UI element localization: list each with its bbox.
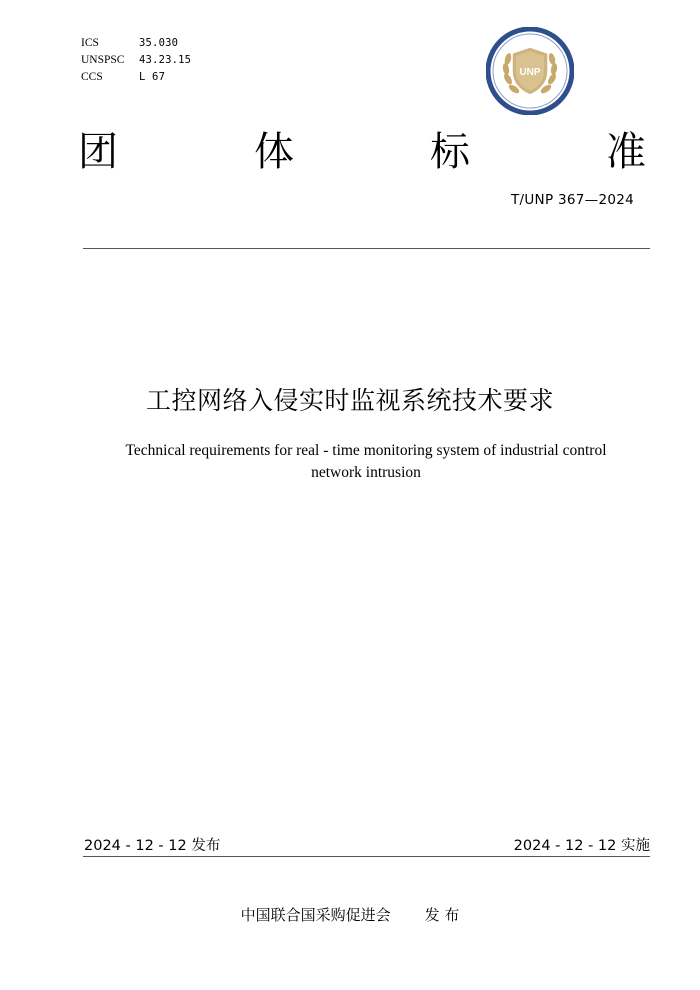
ics-value: 35.030 <box>139 37 179 49</box>
release-date: 2024 - 12 - 12 发布 <box>84 838 221 854</box>
title-char: 准 <box>606 129 646 175</box>
divider-bottom <box>83 856 650 857</box>
dates-row <box>84 834 650 855</box>
logo-text: UNP <box>519 67 541 78</box>
ccs-value: L 67 <box>139 71 166 83</box>
title-char: 标 <box>430 129 470 175</box>
ics-label: ICS <box>81 37 99 49</box>
title-char: 体 <box>254 129 294 175</box>
classification-codes <box>81 35 191 86</box>
ccs-label: CCS <box>81 71 103 83</box>
unspsc-row <box>81 52 191 69</box>
unp-logo <box>486 27 574 115</box>
document-title-cn: 工控网络入侵实时监视系统技术要求 <box>145 386 554 415</box>
publisher-line <box>0 904 700 925</box>
publisher-action: 发 布 <box>424 906 460 924</box>
publisher-org: 中国联合国采购促进会 <box>240 906 391 924</box>
document-title-en: Technical requirements for real - time monitoring system of industrial control network intrusion <box>125 442 607 481</box>
unspsc-value: 43.23.15 <box>139 54 192 66</box>
unspsc-label: UNSPSC <box>81 54 125 66</box>
implement-date: 2024 - 12 - 12 实施 <box>513 838 650 854</box>
title-char: 团 <box>78 129 118 175</box>
divider-top <box>83 248 650 249</box>
standard-number: T/UNP 367—2024 <box>510 192 634 208</box>
standard-type-title <box>78 128 646 176</box>
ics-row <box>81 35 191 52</box>
ccs-row <box>81 69 191 86</box>
